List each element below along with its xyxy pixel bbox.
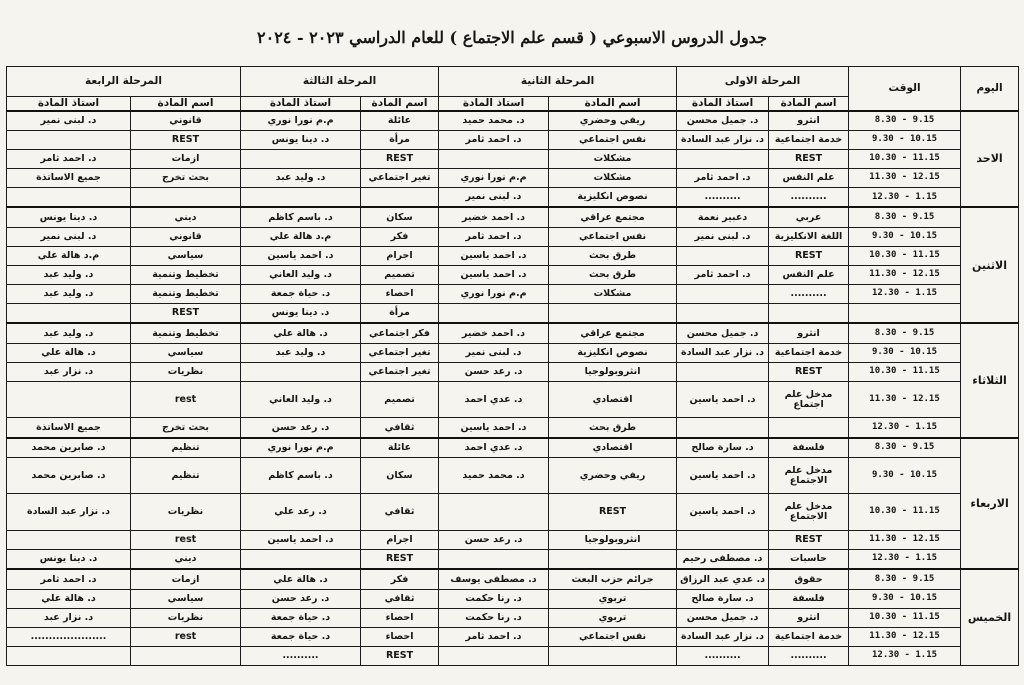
schedule-table	[6, 66, 1019, 666]
day-label: الخميس	[961, 569, 1019, 665]
teacher-cell: د. دينا يونس	[7, 549, 131, 569]
subject-cell: تغير اجتماعي	[361, 343, 439, 362]
teacher-cell	[677, 149, 769, 168]
teacher-cell	[7, 646, 131, 665]
teacher-cell: د. صابرين محمد	[7, 458, 131, 494]
teacher-cell: د. باسم كاظم	[241, 458, 361, 494]
subject-cell: طرق بحث	[549, 418, 677, 438]
subject-cell: قانوني	[131, 111, 241, 131]
subject-cell: انثرو	[769, 111, 849, 131]
subject-cell: REST	[769, 362, 849, 381]
table-row	[7, 169, 1019, 188]
table-row	[7, 458, 1019, 494]
subject-cell: مرأة	[361, 304, 439, 324]
time-slot: 10.30 - 11.15	[849, 149, 961, 168]
subject-cell: ديني	[131, 549, 241, 569]
table-row	[7, 608, 1019, 627]
teacher-cell: د. لبنى نمير	[7, 111, 131, 131]
table-row	[7, 285, 1019, 304]
subject-cell: طرق بحث	[549, 265, 677, 284]
day-label: الاربعاء	[961, 438, 1019, 570]
teacher-cell: ..........	[677, 646, 769, 665]
subject-cell: مدخل علم الاجتماع	[769, 494, 849, 530]
subject-cell: قانوني	[131, 227, 241, 246]
teacher-cell: م.د هالة علي	[7, 246, 131, 265]
subject-cell: نصوص انكليزية	[549, 188, 677, 208]
teacher-cell: د. عدي احمد	[439, 381, 549, 417]
teacher-cell: م.م نورا نوري	[241, 438, 361, 458]
time-slot: 12.30 - 1.15	[849, 285, 961, 304]
teacher-cell: م.م نورا نوري	[439, 285, 549, 304]
header-time: الوقت	[849, 67, 961, 111]
teacher-cell: د. احمد ثامر	[439, 627, 549, 646]
table-row	[7, 646, 1019, 665]
subject-cell: مدخل علم الاجتماع	[769, 458, 849, 494]
teacher-cell	[677, 362, 769, 381]
table-row	[7, 130, 1019, 149]
table-row	[7, 530, 1019, 549]
time-slot: 8.30 - 9.15	[849, 438, 961, 458]
table-row	[7, 246, 1019, 265]
teacher-cell: د. نزار عبد السادة	[7, 494, 131, 530]
teacher-cell: د. لبنى نمير	[439, 188, 549, 208]
teacher-cell: د. هالة علي	[7, 343, 131, 362]
subject-cell: تخطيط وتنمية	[131, 285, 241, 304]
teacher-cell: د. احمد خضير	[439, 207, 549, 227]
subject-cell: عائلة	[361, 438, 439, 458]
subject-cell: تخطيط وتنمية	[131, 265, 241, 284]
subject-cell: تنظيم	[131, 458, 241, 494]
subject-cell: مدخل علم اجتماع	[769, 381, 849, 417]
subject-cell: علم النفس	[769, 169, 849, 188]
subject-cell: ثقافي	[361, 589, 439, 608]
table-row	[7, 111, 1019, 131]
teacher-cell: د. مصطفى يوسف	[439, 569, 549, 589]
teacher-cell	[7, 130, 131, 149]
teacher-cell: د. صابرين محمد	[7, 438, 131, 458]
teacher-cell: د. هالة علي	[241, 569, 361, 589]
subject-cell: ديني	[131, 207, 241, 227]
table-row	[7, 323, 1019, 343]
teacher-cell: د. احمد ياسين	[241, 530, 361, 549]
table-row	[7, 362, 1019, 381]
subject-cell: جرائم حزب البعث	[549, 569, 677, 589]
subject-cell: طرق بحث	[549, 246, 677, 265]
subject-cell: فلسفة	[769, 438, 849, 458]
teacher-cell: د. وليد العاني	[241, 265, 361, 284]
table-row	[7, 438, 1019, 458]
subject-cell: اللغة الانكليزية	[769, 227, 849, 246]
teacher-cell: د. احمد ثامر	[677, 265, 769, 284]
subject-cell: اجرام	[361, 530, 439, 549]
day-label: الاثنين	[961, 207, 1019, 323]
subject-cell: فكر اجتماعي	[361, 323, 439, 343]
subject-cell: اقتصادي	[549, 381, 677, 417]
teacher-cell	[241, 362, 361, 381]
teacher-cell: د. حياة جمعة	[241, 627, 361, 646]
subject-cell: مشكلات	[549, 149, 677, 168]
subject-cell: حاسبات	[769, 549, 849, 569]
teacher-cell: د. سارة صالح	[677, 589, 769, 608]
time-slot: 9.30 - 10.15	[849, 458, 961, 494]
subject-cell: REST	[361, 646, 439, 665]
teacher-cell: د. حياة جمعة	[241, 285, 361, 304]
table-row	[7, 569, 1019, 589]
teacher-cell: د. دينا يونس	[7, 207, 131, 227]
subject-cell: بحث تخرج	[131, 418, 241, 438]
teacher-cell: د. نزار عبد	[7, 608, 131, 627]
table-row	[7, 627, 1019, 646]
subject-cell: ريفي وحضري	[549, 458, 677, 494]
subject-cell: تخطيط وتنمية	[131, 323, 241, 343]
header-stage-1: المرحلة الاولى	[677, 67, 849, 97]
subject-cell: تربوي	[549, 589, 677, 608]
subject-cell: تصميم	[361, 265, 439, 284]
subject-cell: REST	[361, 149, 439, 168]
teacher-cell	[241, 549, 361, 569]
teacher-cell: د. وليد عبد	[241, 169, 361, 188]
teacher-cell: د. جميل محسن	[677, 608, 769, 627]
subject-cell: REST	[131, 304, 241, 324]
subject-cell: REST	[769, 530, 849, 549]
teacher-cell: د. احمد ياسين	[677, 381, 769, 417]
header-subject: اسم المادة	[131, 97, 241, 111]
time-slot: 8.30 - 9.15	[849, 569, 961, 589]
subject-cell: اجرام	[361, 246, 439, 265]
subject-cell: نصوص انكليزية	[549, 343, 677, 362]
subject-cell: نفس اجتماعي	[549, 627, 677, 646]
teacher-cell: د. احمد ياسين	[439, 246, 549, 265]
header-teacher: استاذ المادة	[7, 97, 131, 111]
subject-cell: بحث تخرج	[131, 169, 241, 188]
time-slot: 10.30 - 11.15	[849, 494, 961, 530]
table-row	[7, 418, 1019, 438]
teacher-cell: د. وليد العاني	[241, 381, 361, 417]
teacher-cell	[7, 530, 131, 549]
header-teacher: استاذ المادة	[241, 97, 361, 111]
teacher-cell: د. لبنى نمير	[7, 227, 131, 246]
header-teacher: استاذ المادة	[677, 97, 769, 111]
subject-cell: ..........	[769, 646, 849, 665]
subject-cell: احصاء	[361, 285, 439, 304]
subject-cell: ريفي وحضري	[549, 111, 677, 131]
subject-cell	[549, 646, 677, 665]
time-slot: 12.30 - 1.15	[849, 418, 961, 438]
teacher-cell: د. محمد حميد	[439, 111, 549, 131]
subject-cell	[549, 549, 677, 569]
subject-cell: خدمة اجتماعية	[769, 343, 849, 362]
subject-cell: نظريات	[131, 608, 241, 627]
table-row	[7, 227, 1019, 246]
subject-cell: مجتمع عراقي	[549, 207, 677, 227]
teacher-cell	[439, 494, 549, 530]
subject-cell: سياسي	[131, 343, 241, 362]
table-row	[7, 381, 1019, 417]
subject-cell: ثقافي	[361, 494, 439, 530]
subject-cell: تنظيم	[131, 438, 241, 458]
table-row	[7, 589, 1019, 608]
subject-cell: احصاء	[361, 627, 439, 646]
teacher-cell: ..........	[677, 188, 769, 208]
day-label: الثلاثاء	[961, 323, 1019, 437]
time-slot: 8.30 - 9.15	[849, 207, 961, 227]
teacher-cell: د. نزار عبد السادة	[677, 627, 769, 646]
teacher-cell: م.د هالة علي	[241, 227, 361, 246]
header-row-stages	[7, 67, 1019, 97]
subject-cell: عربي	[769, 207, 849, 227]
teacher-cell: .....................	[7, 627, 131, 646]
teacher-cell: د. دينا يونس	[241, 130, 361, 149]
subject-cell: انثرو	[769, 323, 849, 343]
subject-cell: مجتمع عراقي	[549, 323, 677, 343]
teacher-cell	[439, 646, 549, 665]
table-row	[7, 549, 1019, 569]
time-slot: 8.30 - 9.15	[849, 323, 961, 343]
time-slot: 11.30 - 12.15	[849, 265, 961, 284]
subject-cell	[131, 188, 241, 208]
teacher-cell: د. دينا يونس	[241, 304, 361, 324]
subject-cell: rest	[131, 530, 241, 549]
time-slot: 11.30 - 12.15	[849, 530, 961, 549]
header-stage-3: المرحلة الثالثة	[241, 67, 439, 97]
teacher-cell: جميع الاساتذة	[7, 169, 131, 188]
teacher-cell: د. باسم كاظم	[241, 207, 361, 227]
teacher-cell: ..........	[241, 646, 361, 665]
subject-cell: تصميم	[361, 381, 439, 417]
teacher-cell: د. نزار عبد السادة	[677, 343, 769, 362]
teacher-cell: د. هالة علي	[241, 323, 361, 343]
teacher-cell	[7, 304, 131, 324]
subject-cell: ازمات	[131, 149, 241, 168]
subject-cell: تربوي	[549, 608, 677, 627]
time-slot: 12.30 - 1.15	[849, 549, 961, 569]
time-slot: 9.30 - 10.15	[849, 343, 961, 362]
subject-cell: انثروبولوجيا	[549, 362, 677, 381]
table-row	[7, 207, 1019, 227]
teacher-cell: د. سارة صالح	[677, 438, 769, 458]
teacher-cell: د. جميل محسن	[677, 111, 769, 131]
teacher-cell: د. احمد خضير	[439, 323, 549, 343]
teacher-cell: د. احمد ياسين	[439, 418, 549, 438]
teacher-cell: د. احمد ياسين	[439, 265, 549, 284]
subject-cell: REST	[769, 246, 849, 265]
time-slot: 10.30 - 11.15	[849, 246, 961, 265]
teacher-cell: د. وليد عبد	[7, 323, 131, 343]
teacher-cell: د. نزار عبد السادة	[677, 130, 769, 149]
table-row	[7, 149, 1019, 168]
teacher-cell: م.م نورا نوري	[439, 169, 549, 188]
subject-cell: سكان	[361, 458, 439, 494]
time-slot	[849, 304, 961, 324]
teacher-cell: د. رعد حسن	[241, 589, 361, 608]
header-day: اليوم	[961, 67, 1019, 111]
subject-cell: سياسي	[131, 246, 241, 265]
teacher-cell	[7, 188, 131, 208]
teacher-cell: د. رنا حكمت	[439, 608, 549, 627]
subject-cell	[131, 646, 241, 665]
subject-cell: REST	[131, 130, 241, 149]
subject-cell: نظريات	[131, 494, 241, 530]
time-slot: 11.30 - 12.15	[849, 627, 961, 646]
teacher-cell: د. لبنى نمير	[677, 227, 769, 246]
time-slot: 11.30 - 12.15	[849, 169, 961, 188]
header-stage-2: المرحلة الثانية	[439, 67, 677, 97]
subject-cell: مشكلات	[549, 285, 677, 304]
subject-cell: سكان	[361, 207, 439, 227]
teacher-cell	[677, 530, 769, 549]
header-stage-4: المرحلة الرابعة	[7, 67, 241, 97]
teacher-cell: د. هالة علي	[7, 589, 131, 608]
time-slot: 8.30 - 9.15	[849, 111, 961, 131]
subject-cell: rest	[131, 627, 241, 646]
subject-cell: REST	[769, 149, 849, 168]
teacher-cell: د. رعد حسن	[439, 362, 549, 381]
subject-cell: نفس اجتماعي	[549, 227, 677, 246]
subject-cell: مشكلات	[549, 169, 677, 188]
teacher-cell: د. احمد ثامر	[7, 149, 131, 168]
teacher-cell	[439, 149, 549, 168]
teacher-cell: د. رعد علي	[241, 494, 361, 530]
teacher-cell	[241, 188, 361, 208]
header-subject: اسم المادة	[361, 97, 439, 111]
teacher-cell: د. احمد ثامر	[439, 130, 549, 149]
subject-cell: rest	[131, 381, 241, 417]
teacher-cell	[7, 381, 131, 417]
teacher-cell: د. مصطفى رحيم	[677, 549, 769, 569]
time-slot: 10.30 - 11.15	[849, 362, 961, 381]
teacher-cell: د. احمد ثامر	[439, 227, 549, 246]
header-subject: اسم المادة	[769, 97, 849, 111]
teacher-cell: جميع الاساتذة	[7, 418, 131, 438]
table-row	[7, 188, 1019, 208]
header-subject: اسم المادة	[549, 97, 677, 111]
time-slot: 12.30 - 1.15	[849, 646, 961, 665]
teacher-cell: د. رعد حسن	[241, 418, 361, 438]
teacher-cell	[677, 304, 769, 324]
subject-cell: سياسي	[131, 589, 241, 608]
teacher-cell: د. وليد عبد	[241, 343, 361, 362]
time-slot: 9.30 - 10.15	[849, 589, 961, 608]
teacher-cell: د. محمد حميد	[439, 458, 549, 494]
teacher-cell	[439, 304, 549, 324]
subject-cell: ازمات	[131, 569, 241, 589]
teacher-cell: د. لبنى نمير	[439, 343, 549, 362]
table-row	[7, 304, 1019, 324]
subject-cell: احصاء	[361, 608, 439, 627]
subject-cell: خدمة اجتماعية	[769, 130, 849, 149]
subject-cell: REST	[549, 494, 677, 530]
subject-cell: مرأة	[361, 130, 439, 149]
table-row	[7, 343, 1019, 362]
teacher-cell	[677, 418, 769, 438]
teacher-cell: د. احمد ياسين	[677, 494, 769, 530]
subject-cell: نفس اجتماعي	[549, 130, 677, 149]
teacher-cell	[439, 549, 549, 569]
teacher-cell: د. حياة جمعة	[241, 608, 361, 627]
teacher-cell: م.م نورا نوري	[241, 111, 361, 131]
subject-cell: فكر	[361, 227, 439, 246]
teacher-cell: د. احمد ياسين	[241, 246, 361, 265]
teacher-cell: د. رعد حسن	[439, 530, 549, 549]
header-teacher: استاذ المادة	[439, 97, 549, 111]
subject-cell: ..........	[769, 285, 849, 304]
teacher-cell: د. رنا حكمت	[439, 589, 549, 608]
day-label: الاحد	[961, 111, 1019, 208]
subject-cell: انثرو	[769, 608, 849, 627]
teacher-cell: د. عدي احمد	[439, 438, 549, 458]
subject-cell: علم النفس	[769, 265, 849, 284]
teacher-cell	[677, 285, 769, 304]
teacher-cell: د. جميل محسن	[677, 323, 769, 343]
teacher-cell: د. عدي عبد الرزاق	[677, 569, 769, 589]
subject-cell: REST	[361, 549, 439, 569]
time-slot: 12.30 - 1.15	[849, 188, 961, 208]
subject-cell: حقوق	[769, 569, 849, 589]
page-title: جدول الدروس الاسبوعي ( قسم علم الاجتماع ) للعام الدراسي ٢٠٢٣ - ٢٠٢٤	[257, 28, 767, 47]
time-slot: 11.30 - 12.15	[849, 381, 961, 417]
subject-cell: انثروبولوجيا	[549, 530, 677, 549]
subject-cell: تغير اجتماعي	[361, 169, 439, 188]
subject-cell	[769, 418, 849, 438]
subject-cell: ..........	[769, 188, 849, 208]
teacher-cell: د. احمد ياسين	[677, 458, 769, 494]
subject-cell: ثقافي	[361, 418, 439, 438]
time-slot: 9.30 - 10.15	[849, 227, 961, 246]
subject-cell: خدمة اجتماعية	[769, 627, 849, 646]
subject-cell: تغير اجتماعي	[361, 362, 439, 381]
table-row	[7, 494, 1019, 530]
teacher-cell: د. احمد ثامر	[7, 569, 131, 589]
table-row	[7, 265, 1019, 284]
subject-cell	[361, 188, 439, 208]
subject-cell: عائلة	[361, 111, 439, 131]
subject-cell: فلسفة	[769, 589, 849, 608]
subject-cell	[769, 304, 849, 324]
teacher-cell: د. وليد عبد	[7, 285, 131, 304]
teacher-cell	[241, 149, 361, 168]
teacher-cell: د. نزار عبد	[7, 362, 131, 381]
subject-cell: فكر	[361, 569, 439, 589]
time-slot: 10.30 - 11.15	[849, 608, 961, 627]
time-slot: 9.30 - 10.15	[849, 130, 961, 149]
subject-cell: اقتصادي	[549, 438, 677, 458]
teacher-cell	[677, 246, 769, 265]
subject-cell	[549, 304, 677, 324]
teacher-cell: د. وليد عبد	[7, 265, 131, 284]
subject-cell: نظريات	[131, 362, 241, 381]
teacher-cell: دعبير نعمة	[677, 207, 769, 227]
teacher-cell: د. احمد ثامر	[677, 169, 769, 188]
